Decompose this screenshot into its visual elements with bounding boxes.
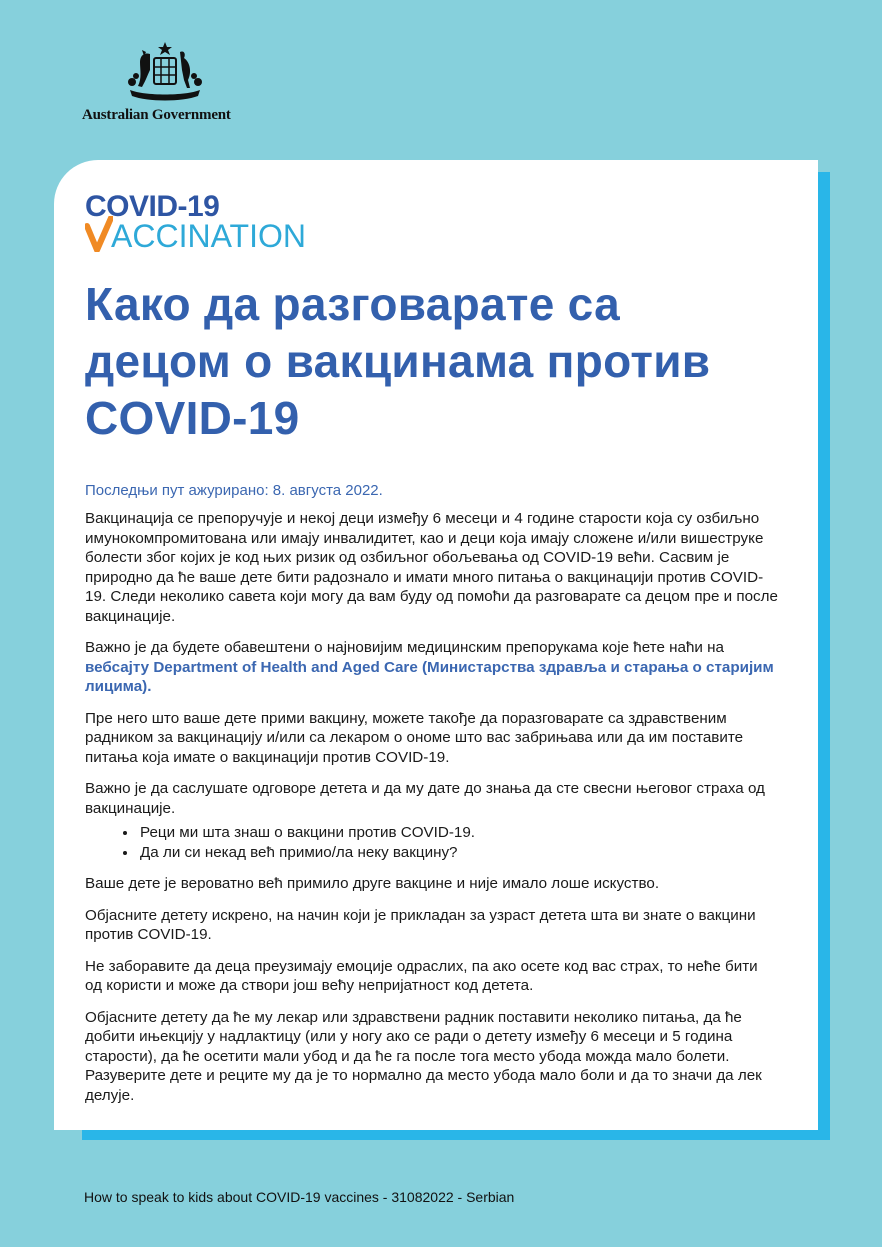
paragraph-explain-honestly: Објасните детету искрено, на начин који је прикладан за узраст детета шта ви знате о вакцини против COVID-19.: [85, 906, 756, 943]
logo-covid-text: COVID-19: [85, 190, 220, 223]
content-card: [54, 160, 818, 1130]
health-department-link[interactable]: вебсајту Department of Health and Aged Care (Министарства здравља и старања о старијим лицима).: [85, 658, 774, 695]
question-list: [85, 823, 778, 862]
page-title: Како да разговарате са децом о вакцинама против COVID-19: [85, 278, 711, 444]
paragraph-previous-vaccines: Ваше дете је вероватно већ примило друге вакцине и није имало лоше искуство.: [85, 875, 660, 892]
paragraph-listen: Важно је да саслушате одговоре детета и да му дате до знања да сте свесни његовог страха од вакцинације.: [85, 780, 765, 817]
list-item: • Да ли си некад већ примио/ла неку вакцину?: [138, 843, 778, 863]
paragraph-recommendations: [85, 638, 778, 697]
paragraph-intro: Вакцинација се препоручује и некој деци између 6 месеци и 4 године старости која су озбиљно имунокомпромитована или имају инвалидитет, као и деци која имају сложене и/или вишеструке болести због којих је код њих ризик од озбиљног обољевања од COVID-19 већи. Сасвим је природно да ће ваше дете бити радознало и имати много питања о вакцинацији против COVID-19. Следи неколико савета који могу да вам буду од помоћи да разговарате са децом пре и после вакцинације.: [85, 510, 778, 625]
paragraph-talk-to-provider: Пре него што ваше дете прими вакцину, можете такође да поразговарате са здравственим радником за вакцинацију и/или са лекаром о ономе што вас забрињава или да им поставите питања која имате о вакцинацији против COVID-19.: [85, 709, 744, 766]
coat-of-arms-icon: [120, 40, 210, 104]
list-item: • Реци ми шта знаш о вакцини против COVID-19.: [138, 823, 778, 843]
government-header: [82, 40, 252, 126]
government-name: Australian Government: [82, 107, 231, 123]
covid-vaccination-logo: [85, 190, 335, 254]
paragraph-recommendations-text: Важно је да будете обавештени о најновијим медицинским препорукама које ћете наћи на: [85, 639, 724, 656]
checkmark-v-icon: [85, 216, 113, 252]
document-footer: How to speak to kids about COVID-19 vaccines - 31082022 - Serbian: [84, 1189, 515, 1205]
paragraph-emotions: Не заборавите да деца преузимају емоције одраслих, па ако осете код вас страх, то неће бити од користи и може да створи још већу непријатност код детета.: [85, 957, 758, 994]
logo-vaccination-text: ACCINATION: [111, 218, 306, 254]
paragraph-what-to-expect: Објасните детету да ће му лекар или здравствени радник поставити неколико питања, да ће добити ињекцију у надлактицу (или у ногу ако се ради о детету између 6 месеци и 5 година старости), да ће осетити мали убод и да ће га после тога место убода можда мало болети. Разуверите дете и реците му да је то нормално да место убода мало боли и да то значи да лек делује.: [85, 1008, 762, 1104]
last-updated: Последњи пут ажурирано: 8. августа 2022.: [85, 482, 383, 499]
